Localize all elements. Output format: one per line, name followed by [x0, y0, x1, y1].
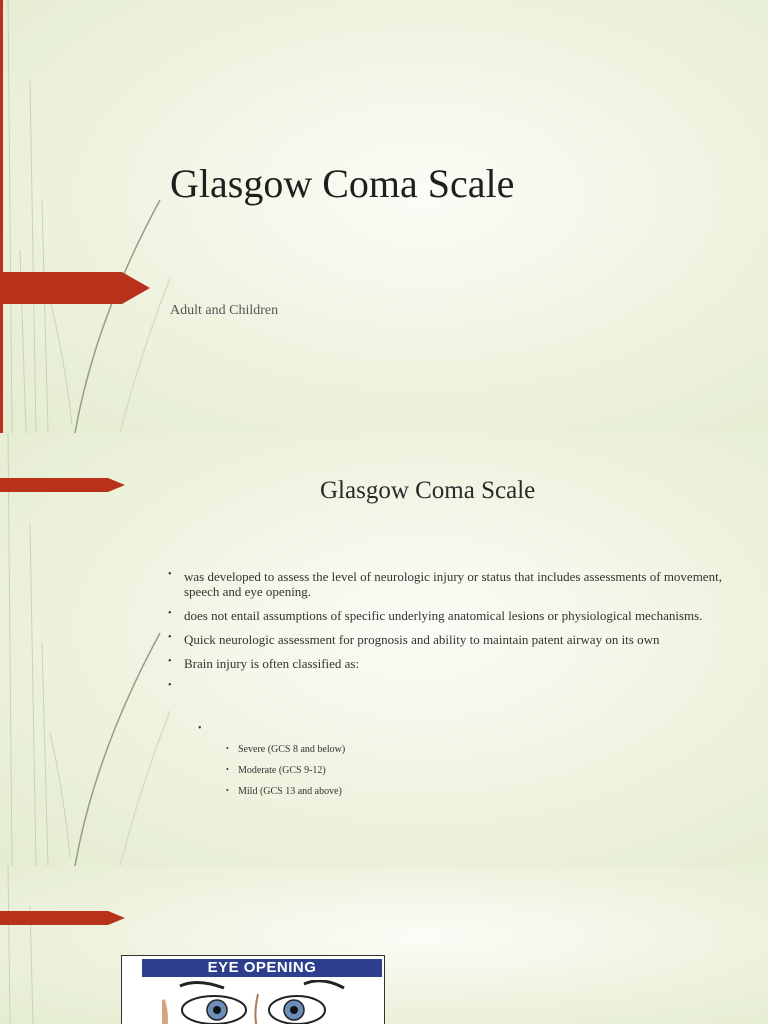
list-item: • Mild (GCS 13 and above): [226, 786, 342, 797]
bullet-list: [168, 569, 728, 704]
list-item: • Moderate (GCS 9-12): [226, 765, 326, 776]
accent-arrow-icon: [0, 911, 128, 925]
eyes-illustration-icon: [162, 980, 362, 1024]
list-item: • Severe (GCS 8 and below): [226, 744, 346, 755]
accent-arrow-icon: [0, 478, 128, 492]
bullet-dot-icon: •: [198, 723, 202, 734]
title-slide: [0, 0, 768, 433]
list-item: • Quick neurologic assessment for prognosis and ability to maintain patent airway on its own: [168, 632, 660, 647]
decorative-lines-icon: [0, 433, 170, 866]
list-item: • was developed to assess the level of neurologic injury or status that includes assessments of movement, speech and eye opening.: [168, 569, 722, 599]
partial-slide: [0, 866, 768, 1024]
content-slide: [0, 433, 768, 866]
list-item: • Brain injury is often classified as:: [168, 656, 360, 671]
slide-subtitle: Adult and Children: [170, 303, 279, 318]
eye-opening-panel: [121, 955, 385, 1024]
slide-title: Glasgow Coma Scale: [320, 477, 536, 504]
decorative-lines-icon: [0, 0, 170, 433]
list-item: • does not entail assumptions of specific underlying anatomical lesions or physiological mechanisms.: [168, 608, 703, 623]
panel-header: EYE OPENING: [142, 959, 382, 977]
list-item: •: [168, 680, 172, 691]
slide-title: Glasgow Coma Scale: [170, 161, 515, 206]
sub-bullet-list: [226, 743, 345, 806]
accent-arrow-icon: [0, 272, 152, 304]
